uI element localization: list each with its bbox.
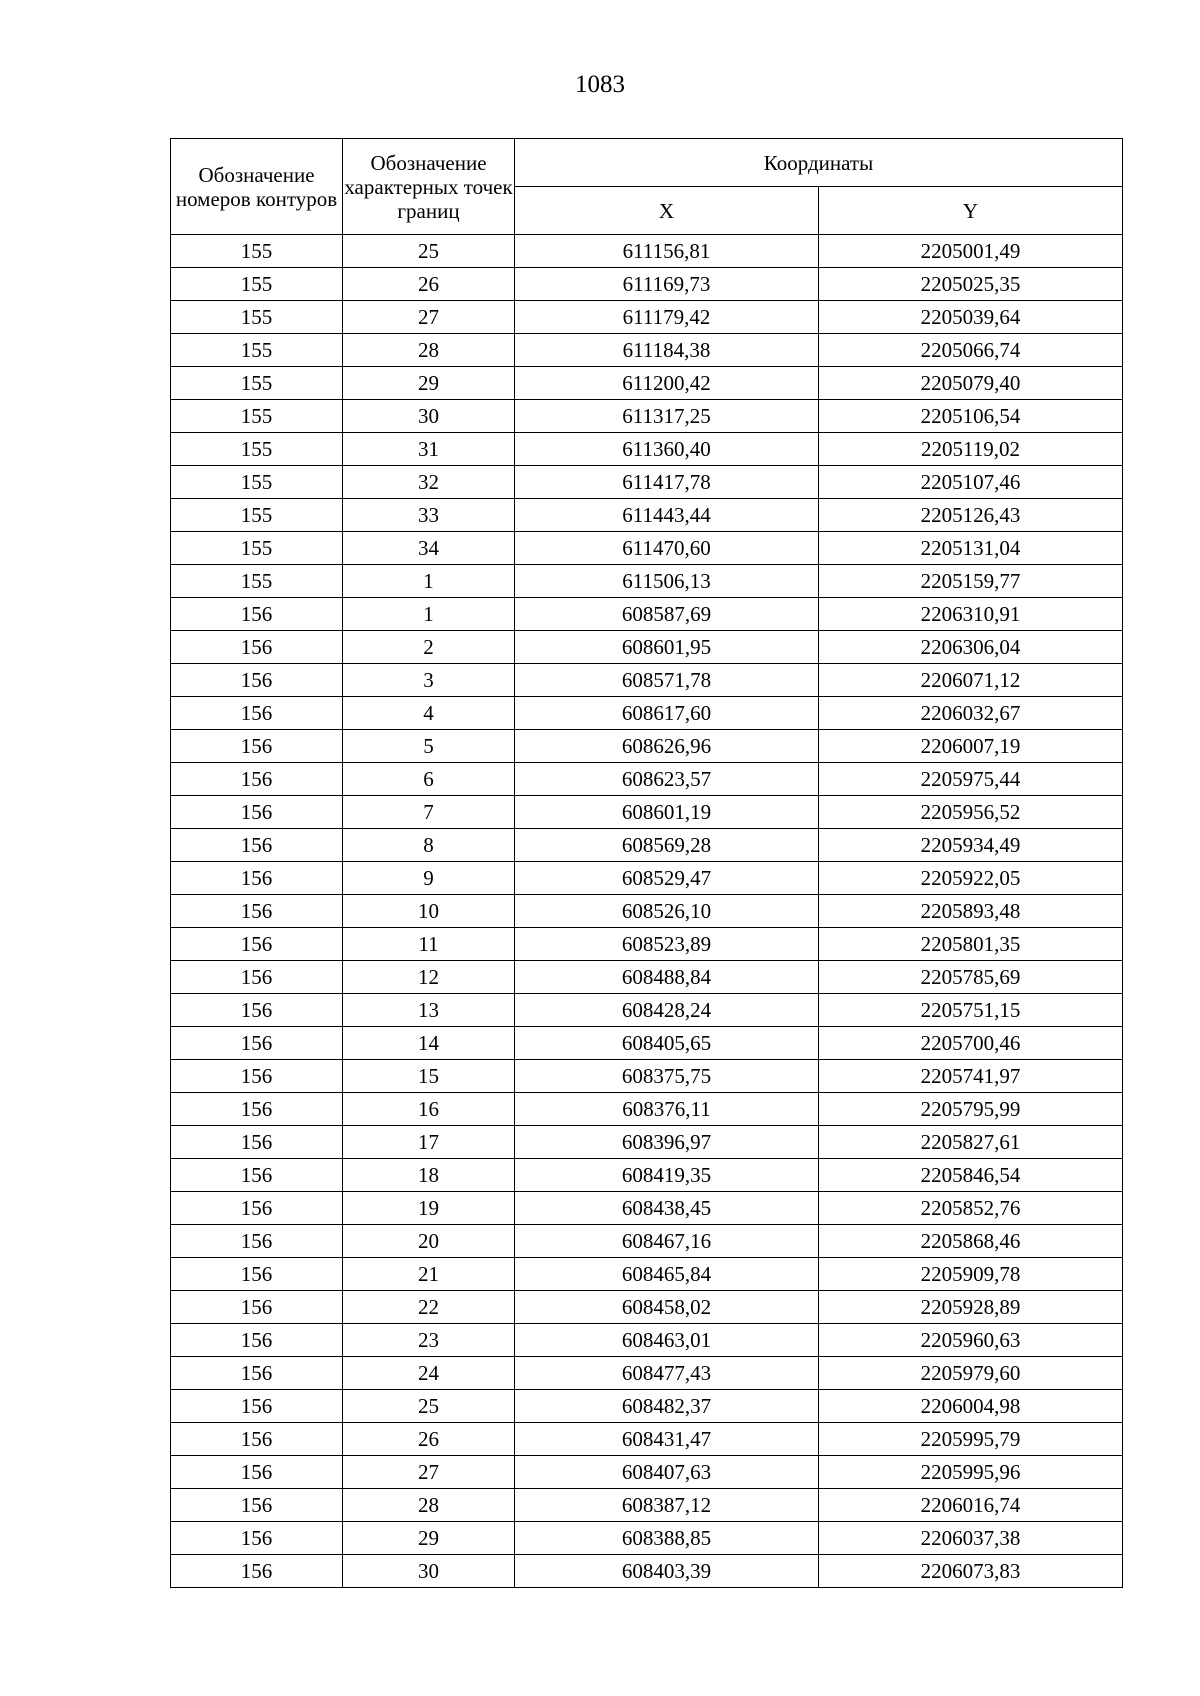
table-row [171, 1522, 1123, 1555]
cell-contour: 155 [171, 532, 343, 565]
coordinates-table [170, 138, 1123, 1588]
cell-y: 2205995,79 [819, 1423, 1123, 1456]
cell-contour: 156 [171, 994, 343, 1027]
cell-contour: 156 [171, 1357, 343, 1390]
table-row [171, 1423, 1123, 1456]
table-row [171, 1093, 1123, 1126]
cell-x: 608601,95 [515, 631, 819, 664]
cell-y: 2205975,44 [819, 763, 1123, 796]
cell-x: 608396,97 [515, 1126, 819, 1159]
table-row [171, 532, 1123, 565]
table-row [171, 367, 1123, 400]
cell-contour: 155 [171, 301, 343, 334]
cell-x: 608488,84 [515, 961, 819, 994]
cell-contour: 156 [171, 1291, 343, 1324]
table-row [171, 928, 1123, 961]
cell-y: 2205126,43 [819, 499, 1123, 532]
cell-x: 608407,63 [515, 1456, 819, 1489]
cell-point: 18 [343, 1159, 515, 1192]
cell-y: 2205979,60 [819, 1357, 1123, 1390]
cell-y: 2205001,49 [819, 235, 1123, 268]
cell-x: 608617,60 [515, 697, 819, 730]
cell-contour: 155 [171, 466, 343, 499]
cell-point: 1 [343, 598, 515, 631]
cell-x: 608428,24 [515, 994, 819, 1027]
cell-point: 10 [343, 895, 515, 928]
header-coordinates: Координаты [515, 139, 1123, 187]
table-row [171, 598, 1123, 631]
cell-point: 17 [343, 1126, 515, 1159]
cell-y: 2205827,61 [819, 1126, 1123, 1159]
cell-point: 12 [343, 961, 515, 994]
cell-y: 2205066,74 [819, 334, 1123, 367]
cell-contour: 156 [171, 928, 343, 961]
cell-y: 2205934,49 [819, 829, 1123, 862]
cell-x: 608405,65 [515, 1027, 819, 1060]
cell-point: 11 [343, 928, 515, 961]
cell-x: 611443,44 [515, 499, 819, 532]
cell-contour: 156 [171, 1258, 343, 1291]
cell-x: 608438,45 [515, 1192, 819, 1225]
cell-contour: 156 [171, 598, 343, 631]
cell-contour: 155 [171, 334, 343, 367]
header-contour-number: Обозначение номеров контуров [171, 139, 343, 235]
cell-contour: 156 [171, 1225, 343, 1258]
cell-point: 7 [343, 796, 515, 829]
cell-x: 608523,89 [515, 928, 819, 961]
cell-y: 2205893,48 [819, 895, 1123, 928]
cell-x: 611417,78 [515, 466, 819, 499]
table-row [171, 895, 1123, 928]
cell-point: 26 [343, 1423, 515, 1456]
cell-x: 608375,75 [515, 1060, 819, 1093]
cell-x: 608587,69 [515, 598, 819, 631]
header-boundary-point: Обозначение характерных точек границ [343, 139, 515, 235]
cell-point: 34 [343, 532, 515, 565]
cell-y: 2205995,96 [819, 1456, 1123, 1489]
cell-point: 14 [343, 1027, 515, 1060]
cell-x: 608467,16 [515, 1225, 819, 1258]
cell-point: 30 [343, 400, 515, 433]
cell-contour: 156 [171, 763, 343, 796]
cell-x: 608623,57 [515, 763, 819, 796]
cell-x: 611506,13 [515, 565, 819, 598]
cell-x: 608482,37 [515, 1390, 819, 1423]
table-row [171, 1192, 1123, 1225]
cell-point: 31 [343, 433, 515, 466]
table-row [171, 1258, 1123, 1291]
cell-y: 2205741,97 [819, 1060, 1123, 1093]
cell-contour: 156 [171, 1456, 343, 1489]
cell-contour: 156 [171, 664, 343, 697]
cell-contour: 156 [171, 1060, 343, 1093]
cell-contour: 156 [171, 796, 343, 829]
cell-y: 2205107,46 [819, 466, 1123, 499]
cell-x: 611200,42 [515, 367, 819, 400]
cell-x: 611184,38 [515, 334, 819, 367]
cell-y: 2205846,54 [819, 1159, 1123, 1192]
cell-x: 611179,42 [515, 301, 819, 334]
table-row [171, 301, 1123, 334]
cell-point: 13 [343, 994, 515, 1027]
table-row [171, 1291, 1123, 1324]
cell-y: 2205159,77 [819, 565, 1123, 598]
cell-point: 25 [343, 1390, 515, 1423]
cell-x: 608387,12 [515, 1489, 819, 1522]
table-row [171, 1357, 1123, 1390]
cell-x: 608626,96 [515, 730, 819, 763]
cell-contour: 156 [171, 1423, 343, 1456]
cell-contour: 156 [171, 895, 343, 928]
cell-x: 608571,78 [515, 664, 819, 697]
cell-y: 2206306,04 [819, 631, 1123, 664]
table-row [171, 1225, 1123, 1258]
cell-y: 2205131,04 [819, 532, 1123, 565]
table-row [171, 796, 1123, 829]
cell-point: 24 [343, 1357, 515, 1390]
cell-y: 2205106,54 [819, 400, 1123, 433]
header-y: Y [819, 187, 1123, 235]
cell-y: 2206016,74 [819, 1489, 1123, 1522]
table-row [171, 1060, 1123, 1093]
table-row [171, 1456, 1123, 1489]
cell-point: 6 [343, 763, 515, 796]
cell-point: 23 [343, 1324, 515, 1357]
cell-contour: 156 [171, 862, 343, 895]
cell-point: 9 [343, 862, 515, 895]
cell-point: 15 [343, 1060, 515, 1093]
cell-contour: 156 [171, 1324, 343, 1357]
table-row [171, 433, 1123, 466]
cell-y: 2205922,05 [819, 862, 1123, 895]
cell-y: 2206071,12 [819, 664, 1123, 697]
cell-contour: 156 [171, 1390, 343, 1423]
page-number: 1083 [575, 71, 625, 98]
cell-y: 2206073,83 [819, 1555, 1123, 1588]
cell-x: 608477,43 [515, 1357, 819, 1390]
cell-y: 2206004,98 [819, 1390, 1123, 1423]
table-row [171, 1324, 1123, 1357]
table-row [171, 961, 1123, 994]
cell-point: 2 [343, 631, 515, 664]
cell-y: 2205039,64 [819, 301, 1123, 334]
table-row [171, 664, 1123, 697]
cell-y: 2205852,76 [819, 1192, 1123, 1225]
cell-y: 2205119,02 [819, 433, 1123, 466]
table-row [171, 466, 1123, 499]
cell-x: 608601,19 [515, 796, 819, 829]
cell-contour: 156 [171, 1489, 343, 1522]
cell-point: 32 [343, 466, 515, 499]
table-row [171, 268, 1123, 301]
cell-y: 2205785,69 [819, 961, 1123, 994]
cell-contour: 156 [171, 730, 343, 763]
cell-point: 3 [343, 664, 515, 697]
cell-x: 608569,28 [515, 829, 819, 862]
table-row [171, 565, 1123, 598]
table-row [171, 1555, 1123, 1588]
cell-y: 2206032,67 [819, 697, 1123, 730]
cell-point: 25 [343, 235, 515, 268]
cell-point: 28 [343, 334, 515, 367]
table-row [171, 499, 1123, 532]
cell-x: 608419,35 [515, 1159, 819, 1192]
cell-x: 611470,60 [515, 532, 819, 565]
cell-point: 16 [343, 1093, 515, 1126]
table-row [171, 334, 1123, 367]
cell-x: 608526,10 [515, 895, 819, 928]
table-row [171, 1390, 1123, 1423]
cell-point: 27 [343, 1456, 515, 1489]
cell-x: 608529,47 [515, 862, 819, 895]
cell-contour: 155 [171, 367, 343, 400]
cell-point: 19 [343, 1192, 515, 1225]
table-row [171, 862, 1123, 895]
cell-x: 608465,84 [515, 1258, 819, 1291]
cell-x: 608376,11 [515, 1093, 819, 1126]
cell-point: 26 [343, 268, 515, 301]
cell-contour: 155 [171, 565, 343, 598]
table-row [171, 631, 1123, 664]
cell-y: 2205795,99 [819, 1093, 1123, 1126]
table-row [171, 1489, 1123, 1522]
cell-contour: 156 [171, 631, 343, 664]
cell-x: 611317,25 [515, 400, 819, 433]
table-row [171, 829, 1123, 862]
table-body [171, 235, 1123, 1588]
cell-point: 4 [343, 697, 515, 730]
cell-x: 608403,39 [515, 1555, 819, 1588]
cell-point: 22 [343, 1291, 515, 1324]
cell-x: 611156,81 [515, 235, 819, 268]
table-row [171, 1027, 1123, 1060]
cell-x: 608388,85 [515, 1522, 819, 1555]
header-x: X [515, 187, 819, 235]
cell-contour: 156 [171, 1027, 343, 1060]
cell-x: 608458,02 [515, 1291, 819, 1324]
cell-y: 2205751,15 [819, 994, 1123, 1027]
cell-y: 2206037,38 [819, 1522, 1123, 1555]
cell-point: 33 [343, 499, 515, 532]
cell-contour: 155 [171, 235, 343, 268]
table-header [171, 139, 1123, 235]
cell-contour: 156 [171, 1192, 343, 1225]
cell-x: 611169,73 [515, 268, 819, 301]
table-row [171, 730, 1123, 763]
cell-contour: 156 [171, 697, 343, 730]
cell-y: 2205960,63 [819, 1324, 1123, 1357]
cell-x: 611360,40 [515, 433, 819, 466]
cell-y: 2205700,46 [819, 1027, 1123, 1060]
cell-point: 30 [343, 1555, 515, 1588]
cell-y: 2205909,78 [819, 1258, 1123, 1291]
cell-x: 608463,01 [515, 1324, 819, 1357]
cell-point: 1 [343, 565, 515, 598]
table-row [171, 763, 1123, 796]
cell-point: 20 [343, 1225, 515, 1258]
cell-contour: 156 [171, 1126, 343, 1159]
cell-contour: 156 [171, 961, 343, 994]
cell-point: 29 [343, 367, 515, 400]
cell-contour: 156 [171, 1555, 343, 1588]
cell-y: 2206007,19 [819, 730, 1123, 763]
cell-contour: 155 [171, 433, 343, 466]
table-row [171, 400, 1123, 433]
cell-x: 608431,47 [515, 1423, 819, 1456]
cell-contour: 156 [171, 1159, 343, 1192]
table-row [171, 1159, 1123, 1192]
cell-point: 29 [343, 1522, 515, 1555]
cell-y: 2205956,52 [819, 796, 1123, 829]
cell-point: 27 [343, 301, 515, 334]
cell-contour: 156 [171, 1093, 343, 1126]
table-row [171, 697, 1123, 730]
cell-contour: 156 [171, 1522, 343, 1555]
cell-point: 28 [343, 1489, 515, 1522]
cell-y: 2205025,35 [819, 268, 1123, 301]
cell-point: 21 [343, 1258, 515, 1291]
cell-contour: 155 [171, 499, 343, 532]
cell-contour: 155 [171, 268, 343, 301]
cell-y: 2205801,35 [819, 928, 1123, 961]
cell-y: 2206310,91 [819, 598, 1123, 631]
table-row [171, 1126, 1123, 1159]
cell-contour: 156 [171, 829, 343, 862]
cell-y: 2205079,40 [819, 367, 1123, 400]
cell-y: 2205928,89 [819, 1291, 1123, 1324]
cell-contour: 155 [171, 400, 343, 433]
table-row [171, 994, 1123, 1027]
table-row [171, 235, 1123, 268]
cell-point: 8 [343, 829, 515, 862]
cell-point: 5 [343, 730, 515, 763]
cell-y: 2205868,46 [819, 1225, 1123, 1258]
